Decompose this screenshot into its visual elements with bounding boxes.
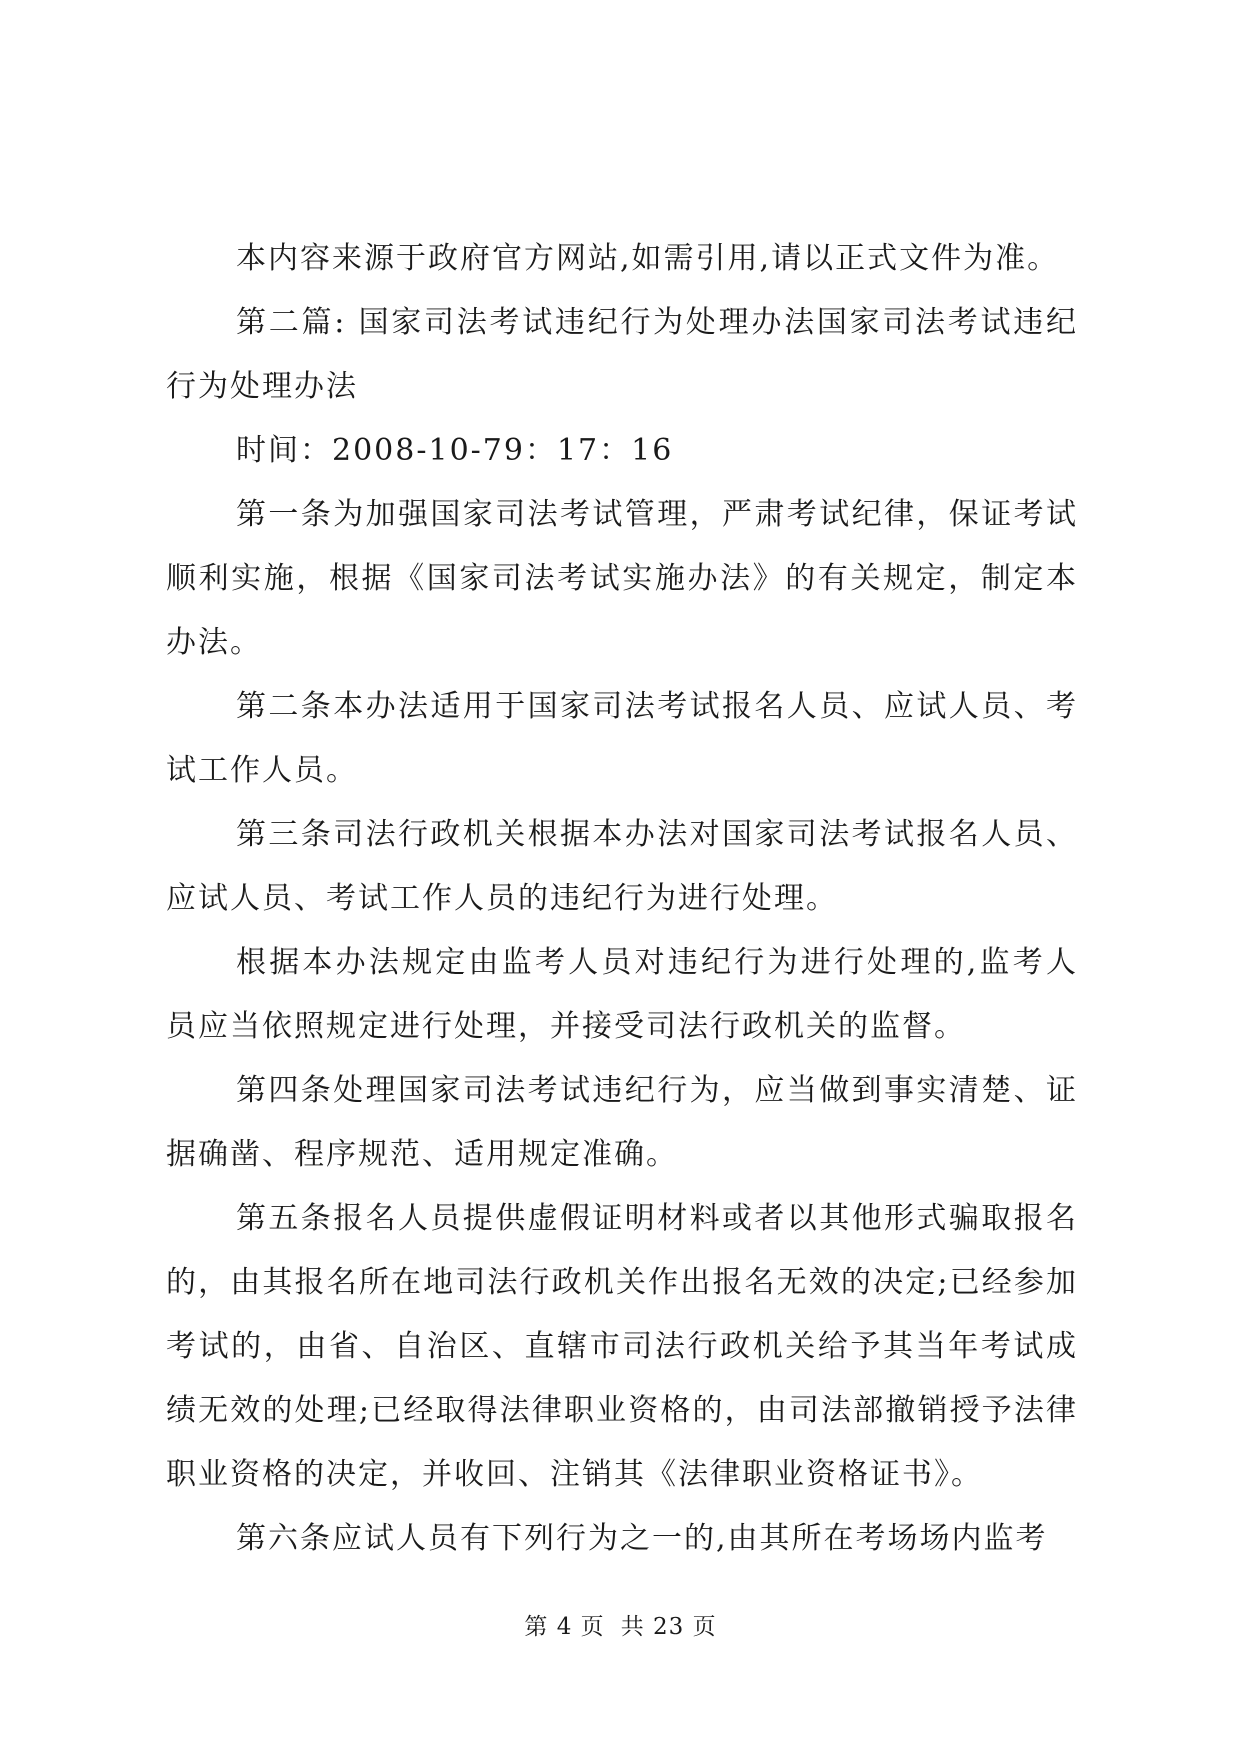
paragraph-article-3: 第三条司法行政机关根据本办法对国家司法考试报名人员、应试人员、考试工作人员的违纪行为进行处理。 [166, 817, 1078, 916]
paragraph-section-title: 第二篇: 国家司法考试违纪行为处理办法国家司法考试违纪行为处理办法 [166, 305, 1078, 404]
paragraph-article-6: 第六条应试人员有下列行为之一的,由其所在考场场内监考 [236, 1521, 1048, 1556]
document-body [166, 227, 1078, 1571]
paragraph-article-2: 第二条本办法适用于国家司法考试报名人员、应试人员、考试工作人员。 [166, 689, 1078, 788]
paragraph-article-4: 第四条处理国家司法考试违纪行为，应当做到事实清楚、证据确凿、程序规范、适用规定准确。 [166, 1073, 1078, 1172]
paragraph-source-notice: 本内容来源于政府官方网站,如需引用,请以正式文件为准。 [236, 241, 1060, 276]
paragraph-article-3-supplement: 根据本办法规定由监考人员对违纪行为进行处理的,监考人员应当依照规定进行处理，并接受司法行政机关的监督。 [166, 945, 1078, 1044]
page-total: 共 23 页 [620, 1614, 717, 1640]
paragraph-article-5: 第五条报名人员提供虚假证明材料或者以其他形式骗取报名的，由其报名所在地司法行政机关作出报名无效的决定;已经参加考试的，由省、自治区、直辖市司法行政机关给予其当年考试成绩无效的处理;已经取得法律职业资格的，由司法部撤销授予法律职业资格的决定，并收回、注销其《法律职业资格证书》。 [166, 1201, 1078, 1492]
paragraph-timestamp: 时间：2008-10-79：17：16 [236, 433, 674, 468]
page-footer [0, 1608, 1241, 1641]
paragraph-article-1: 第一条为加强国家司法考试管理，严肃考试纪律，保证考试顺利实施，根据《国家司法考试实施办法》的有关规定，制定本办法。 [166, 497, 1078, 660]
page-number: 第 4 页 [524, 1614, 605, 1640]
